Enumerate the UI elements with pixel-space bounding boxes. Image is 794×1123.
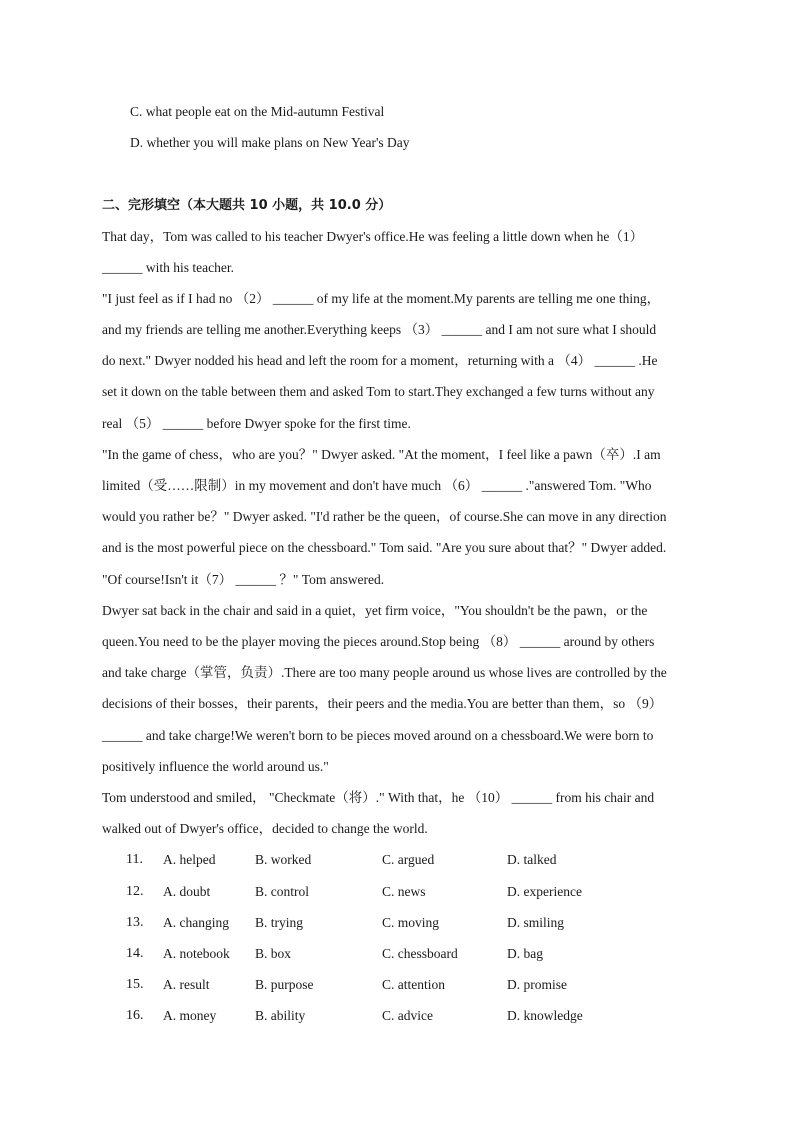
question-row <box>126 975 646 995</box>
option-c: C. moving <box>382 915 440 930</box>
option-c: C. attention <box>382 977 445 992</box>
passage-line: real （5） ______ before Dwyer spoke for the first time. <box>102 416 411 431</box>
question-number: 11. <box>126 852 143 867</box>
option-a: A. changing <box>163 915 229 930</box>
passage-line: "Of course!Isn't it（7） ______ ？" Tom answered. <box>102 572 385 587</box>
option-d: D. experience <box>507 884 582 899</box>
question-number: 12. <box>126 884 144 899</box>
option-b: B. worked <box>255 852 312 867</box>
option-b: B. trying <box>255 915 304 930</box>
passage-line: do next." Dwyer nodded his head and left the room for a moment，returning with a （4） ______ .He <box>102 353 658 368</box>
passage-line: Dwyer sat back in the chair and said in a quiet，yet firm voice，"You shouldn't be the pawn，or the <box>102 603 648 618</box>
option-c: C. news <box>382 884 426 899</box>
option-b: B. control <box>255 884 309 899</box>
question-number: 13. <box>126 915 144 930</box>
question-row <box>126 944 646 964</box>
question-row <box>126 1006 646 1026</box>
option-c: C. advice <box>382 1008 433 1023</box>
option-a: A. result <box>163 977 210 992</box>
passage-line: That day，Tom was called to his teacher Dwyer's office.He was feeling a little down when he（1） <box>102 229 644 244</box>
question-number: 15. <box>126 977 144 992</box>
option-b: B. purpose <box>255 977 314 992</box>
option-b: B. box <box>255 946 292 961</box>
option-c: C. chessboard <box>382 946 458 961</box>
passage-line: would you rather be？" Dwyer asked. "I'd rather be the queen，of course.She can move in any direction <box>102 509 667 524</box>
option-a: A. money <box>163 1008 217 1023</box>
passage-line: decisions of their bosses，their parents，their peers and the media.You are better than them，so （9） <box>102 696 663 711</box>
option-d: D. bag <box>507 946 543 961</box>
option-a: A. doubt <box>163 884 211 899</box>
option-a: A. notebook <box>163 946 230 961</box>
option-d: D. smiling <box>507 915 565 930</box>
passage-line: and my friends are telling me another.Everything keeps （3） ______ and I am not sure what I should <box>102 322 657 337</box>
passage-line: queen.You need to be the player moving the pieces around.Stop being （8） ______ around by others <box>102 634 655 649</box>
question-row <box>126 882 646 902</box>
option-c: C. argued <box>382 852 435 867</box>
option-b: B. ability <box>255 1008 306 1023</box>
question-row <box>126 913 646 933</box>
question-number: 14. <box>126 946 144 961</box>
option-d: D. knowledge <box>507 1008 583 1023</box>
passage-line: positively influence the world around us." <box>102 759 329 774</box>
passage-line: "In the game of chess，who are you？" Dwyer asked. "At the moment，I feel like a pawn（卒）.I am <box>102 447 661 462</box>
passage-line: walked out of Dwyer's office，decided to change the world. <box>102 821 428 836</box>
option-d: D. talked <box>507 852 557 867</box>
passage-line: ______ with his teacher. <box>102 260 234 275</box>
passage-line: Tom understood and smiled， "Checkmate（将）." With that，he （10） ______ from his chair and <box>102 790 655 805</box>
passage-line: and is the most powerful piece on the chessboard." Tom said. "Are you sure about that？" Dwyer added. <box>102 540 667 555</box>
question-number: 16. <box>126 1008 144 1023</box>
passage-line: and take charge（掌管，负责）.There are too many people around us whose lives are controlled by the <box>102 665 667 680</box>
passage-line: "I just feel as if I had no （2） ______ of my life at the moment.My parents are telling me one thing， <box>102 291 661 306</box>
section-heading: 二、完形填空（本大题共 10 小题，共 10.0 分） <box>102 198 392 213</box>
question-row <box>126 850 646 870</box>
passage-line: set it down on the table between them and asked Tom to start.They exchanged a few turns without any <box>102 384 655 399</box>
option-a: A. helped <box>163 852 216 867</box>
passage-line: limited（受……限制）in my movement and don't have much （6） ______ ."answered Tom. "Who <box>102 478 652 493</box>
previous-option-c: C. what people eat on the Mid-autumn Festival <box>130 104 385 119</box>
option-d: D. promise <box>507 977 567 992</box>
passage-line: ______ and take charge!We weren't born to be pieces moved around on a chessboard.We were born to <box>102 728 654 743</box>
previous-option-d: D. whether you will make plans on New Year's Day <box>130 135 410 150</box>
